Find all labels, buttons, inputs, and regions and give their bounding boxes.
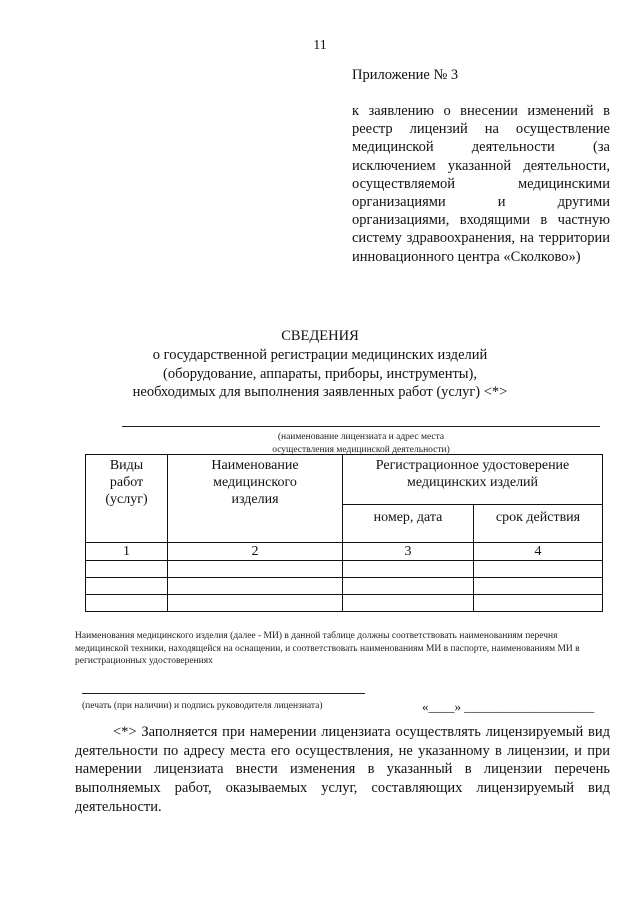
signature-caption: (печать (при наличии) и подпись руководителя лицензиата) [82,701,323,711]
column-number: 4 [474,543,603,561]
column-number: 3 [343,543,474,561]
header-registration-certificate [343,455,603,505]
table-cell[interactable] [168,561,343,578]
column-number: 2 [168,543,343,561]
header-device-name [168,455,343,543]
table-cell[interactable] [474,595,603,612]
header-number-date: номер, дата [343,505,474,543]
table-cell[interactable] [86,561,168,578]
column-number: 1 [86,543,168,561]
header-validity: срок действия [474,505,603,543]
licensee-fill-line [122,426,600,427]
document-heading: СВЕДЕНИЯ [281,328,359,344]
table-cell[interactable] [86,595,168,612]
sub-heading-line: необходимых для выполнения заявленных работ (услуг) <*> [132,384,508,400]
header-text: Виды [109,458,144,473]
sub-heading-line: о государственной регистрации медицинских изделий [152,347,488,363]
header-text: Наименование [211,458,299,473]
date-field: «____» ____________________ [422,699,595,714]
appendix-title: Приложение № 3 [352,67,459,83]
table-cell[interactable] [474,561,603,578]
table-cell[interactable] [343,578,474,595]
header-text: работ [109,475,144,490]
header-work-types [86,455,168,543]
appendix-text: к заявлению о внесении изменений в реестр лицензий на осуществление медицинской деятельности (за исключением указанной деятельности, осуществляемой медицинскими организациями и другими организациями, входящими в частную систему здравоохранения, на территории инновационного центра «Сколково») [352,103,610,265]
header-text: Регистрационное удостоверение [375,458,570,473]
table-cell[interactable] [343,595,474,612]
header-text: медицинского [213,475,297,490]
table-cell[interactable] [168,595,343,612]
table-row [86,561,603,578]
sub-heading-line: (оборудование, аппараты, приборы, инструменты), [163,365,477,382]
medical-devices-table [85,454,603,612]
header-text: изделия [231,492,279,507]
licensee-caption-line: (наименование лицензиата и адрес места [277,432,445,442]
header-text: (услуг) [105,492,148,507]
table-cell[interactable] [474,578,603,595]
table-note: Наименования медицинского изделия (далее - МИ) в данной таблице должны соответствовать наименованиям перечня медицинской техники, находящейся на оснащении, и соответствовать наименованиям МИ в паспорте, наименованиям МИ в регистрационных удостоверениях [75,631,580,666]
table-cell[interactable] [168,578,343,595]
licensee-caption-line: осуществления медицинской деятельности) [272,445,450,455]
table-cell[interactable] [343,561,474,578]
header-text: медицинских изделий [406,475,539,490]
page-number: 11 [313,38,327,53]
signature-fill-line [82,693,365,694]
table-row [86,595,603,612]
table-cell[interactable] [86,578,168,595]
document-sub-heading [0,346,640,402]
footnote: <*> Заполняется при намерении лицензиата осуществлять лицензируемый вид деятельности по адресу места его осуществления, не указанному в лицензии, и при намерении лицензиата внести изменения в указанный в лицензии перечень выполняемых работ, оказываемых услуг, составляющих лицензируемый вид деятельности. [75,724,610,815]
table-row [86,578,603,595]
